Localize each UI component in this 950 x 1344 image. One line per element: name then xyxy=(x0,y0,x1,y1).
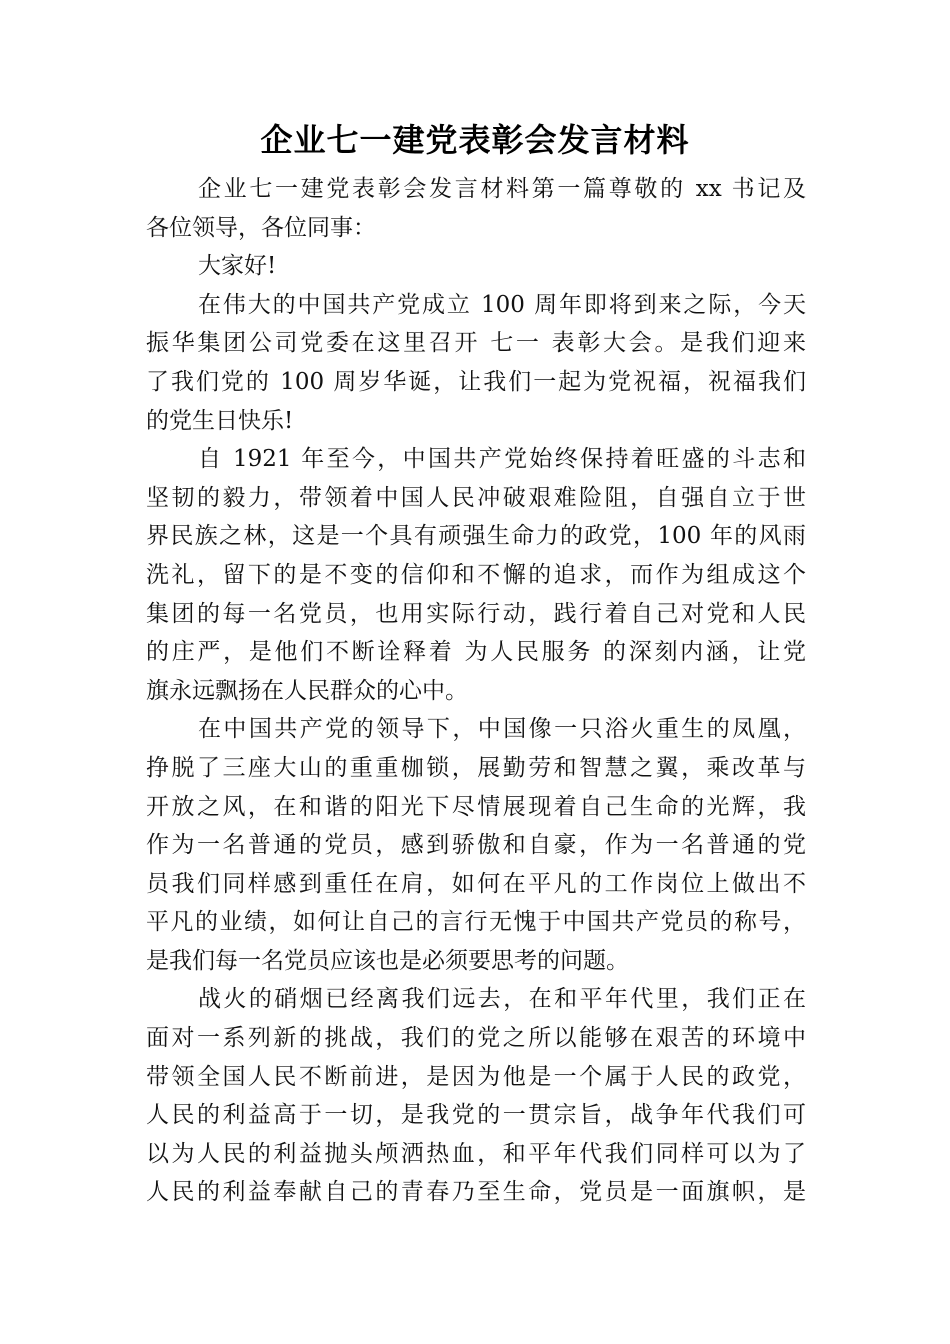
text-line: 自 1921 年至今，中国共产党始终保持着旺盛的斗志和 xyxy=(198,446,806,473)
text-line: 在中国共产党的领导下，中国像一只浴火重生的凤凰， xyxy=(198,716,806,743)
text-line: 开放之风，在和谐的阳光下尽情展现着自己生命的光辉，我 xyxy=(146,793,806,820)
paragraph xyxy=(146,710,806,980)
text-line: 旗永远飘扬在人民群众的心中。 xyxy=(146,677,468,704)
text-line: 人民的利益高于一切，是我党的一贯宗旨，战争年代我们可 xyxy=(146,1102,806,1129)
text-line: 人民的利益奉献自己的青春乃至生命，党员是一面旗帜，是 xyxy=(146,1179,806,1206)
text-line: 是我们每一名党员应该也是必须要思考的问题。 xyxy=(146,947,629,974)
document-body xyxy=(146,170,806,1212)
text-line: 平凡的业绩，如何让自己的言行无愧于中国共产党员的称号， xyxy=(146,909,806,936)
text-line: 作为一名普通的党员，感到骄傲和自豪，作为一名普通的党 xyxy=(146,832,806,859)
text-line: 了我们党的 100 周岁华诞，让我们一起为党祝福，祝福我们 xyxy=(146,368,806,395)
paragraph xyxy=(146,170,806,247)
paragraph xyxy=(146,440,806,710)
paragraph xyxy=(146,247,806,286)
text-line: 坚韧的毅力，带领着中国人民冲破艰难险阻，自强自立于世 xyxy=(146,484,806,511)
text-line: 大家好! xyxy=(198,253,277,280)
text-line: 以为人民的利益抛头颅洒热血，和平年代我们同样可以为了 xyxy=(146,1140,806,1167)
paragraph xyxy=(146,980,806,1212)
text-line: 面对一系列新的挑战，我们的党之所以能够在艰苦的环境中 xyxy=(146,1025,806,1052)
text-line: 各位领导，各位同事： xyxy=(146,214,376,241)
text-line: 在伟大的中国共产党成立 100 周年即将到来之际，今天 xyxy=(198,291,806,318)
text-line: 战火的硝烟已经离我们远去，在和平年代里，我们正在 xyxy=(198,986,806,1013)
paragraph xyxy=(146,286,806,440)
text-line: 带领全国人民不断前进，是因为他是一个属于人民的政党， xyxy=(146,1063,806,1090)
text-line: 企业七一建党表彰会发言材料第一篇尊敬的 xx 书记及 xyxy=(198,176,806,202)
text-line: 的党生日快乐! xyxy=(146,407,294,434)
text-line: 挣脱了三座大山的重重枷锁，展勤劳和智慧之翼，乘改革与 xyxy=(146,754,806,781)
document-title: 企业七一建党表彰会发言材料 xyxy=(260,121,690,159)
text-line: 振华集团公司党委在这里召开 七一 表彰大会。是我们迎来 xyxy=(146,330,806,357)
text-line: 界民族之林，这是一个具有顽强生命力的政党，100 年的风雨 xyxy=(146,523,806,550)
text-line: 的庄严，是他们不断诠释着 为人民服务 的深刻内涵，让党 xyxy=(146,639,806,666)
text-line: 集团的每一名党员，也用实际行动，践行着自己对党和人民 xyxy=(146,600,806,627)
text-line: 洗礼，留下的是不变的信仰和不懈的追求，而作为组成这个 xyxy=(146,561,806,588)
text-line: 员我们同样感到重任在肩，如何在平凡的工作岗位上做出不 xyxy=(146,870,806,897)
